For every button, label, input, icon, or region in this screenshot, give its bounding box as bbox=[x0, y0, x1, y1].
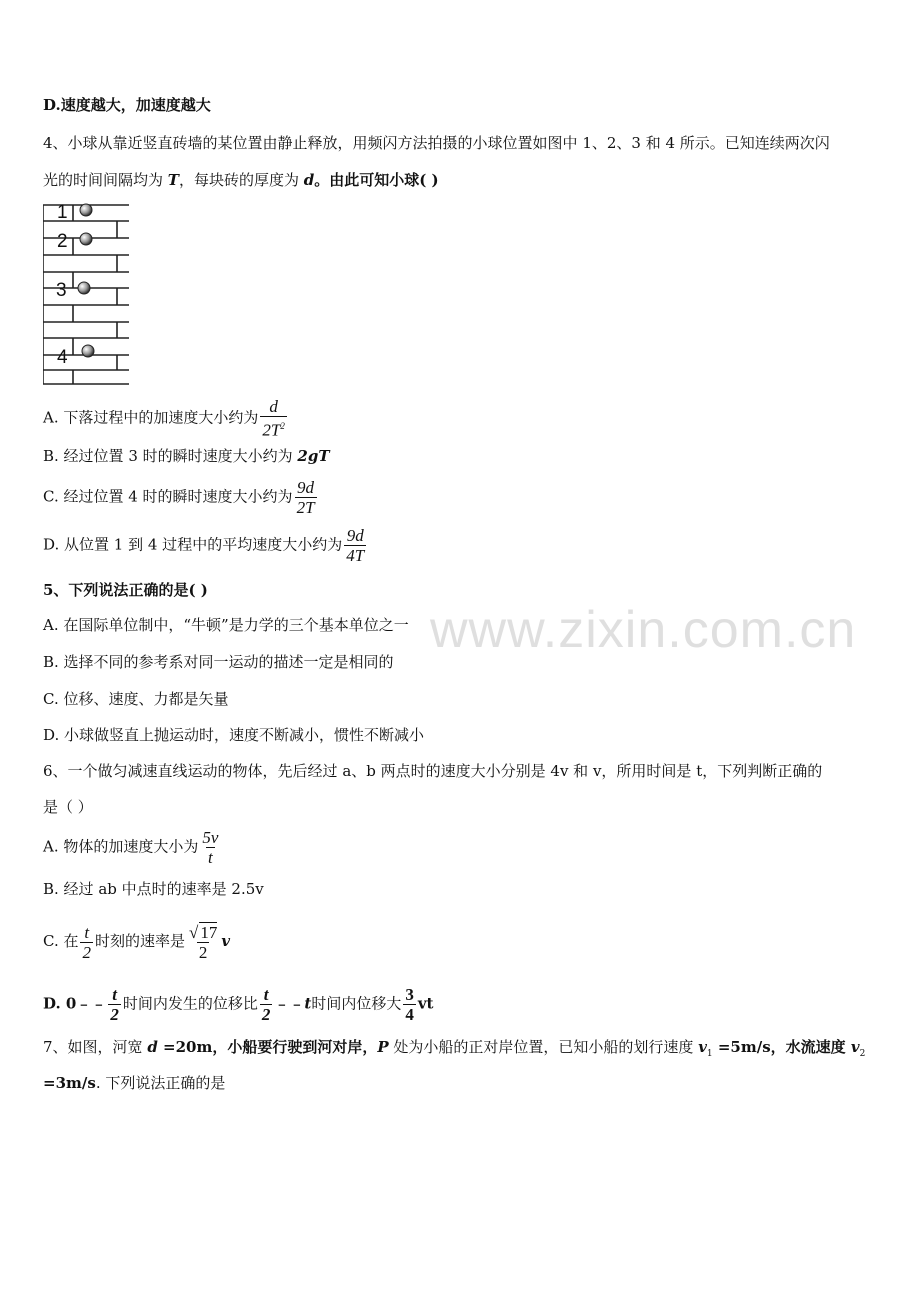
q6-stem-line2: 是（ ） bbox=[43, 798, 93, 816]
ball-position-1 bbox=[80, 204, 92, 216]
q4-option-c: C. 经过位置 4 时的瞬时速度大小约为 $\frac{9d}{2T}$ bbox=[43, 478, 315, 517]
q7-stem-line1: 7、如图，河宽 d =20m，小船要行驶到河对岸，P 处为小船的正对岸位置，已知小船的划行速度 $v_1 =5m/s$，水流速度 $v_2$ bbox=[43, 1038, 866, 1059]
q5-option-a: A. 在国际单位制中，“牛顿”是力学的三个基本单位之一 bbox=[43, 616, 409, 634]
fraction-9d-over-2t: $\frac{9d}{2T}$ bbox=[296, 478, 315, 517]
fraction-sqrt17-over-2: $\frac{√ 17}{2}$ bbox=[189, 923, 218, 962]
q5-option-d: D. 小球做竖直上抛运动时，速度不断减小，惯性不断减小 bbox=[43, 726, 425, 744]
q3-option-d: D.速度越大，加速度越大 bbox=[43, 96, 211, 114]
figure-label-4: 4 bbox=[57, 347, 68, 368]
q4-option-d: D. 从位置 1 到 4 过程中的平均速度大小约为 $\frac{9d}{4T}$ bbox=[43, 526, 365, 565]
ball-markers bbox=[78, 204, 94, 357]
q6-option-b: B. 经过 ab 中点时的速率是 2.5v bbox=[43, 880, 264, 898]
fraction-t-over-2-second: $\frac{t}{2}$ bbox=[261, 985, 271, 1024]
fraction-5v-over-t: $\frac{5v}{t}$ bbox=[202, 828, 219, 867]
q4-option-b: B. 经过位置 3 时的瞬时速度大小约为 2gT bbox=[43, 447, 330, 465]
ball-position-2 bbox=[80, 233, 92, 245]
figure-label-3: 3 bbox=[56, 280, 67, 301]
q5-stem: 5、下列说法正确的是( ) bbox=[43, 581, 208, 599]
watermark: www.zixin.com.cn bbox=[430, 601, 857, 659]
q4-stem-line2: 光的时间间隔均为 T，每块砖的厚度为 d。由此可知小球( ) bbox=[43, 171, 439, 189]
q5-option-b: B. 选择不同的参考系对同一运动的描述一定是相同的 bbox=[43, 653, 394, 671]
brick-wall-figure bbox=[43, 200, 129, 386]
fraction-9d-over-4t: $\frac{9d}{4T}$ bbox=[346, 526, 365, 565]
q7-stem-line2: =3m/s. 下列说法正确的是 bbox=[43, 1074, 226, 1092]
fraction-3-over-4: $\frac{3}{4}$ bbox=[405, 985, 414, 1024]
fraction-t-over-2-first: $\frac{t}{2}$ bbox=[110, 985, 119, 1024]
q4-stem-line1: 4、小球从靠近竖直砖墙的某位置由静止释放，用频闪方法拍摄的小球位置如图中 1、2、3 和 4 所示。已知连续两次闪 bbox=[43, 134, 830, 152]
ball-position-3 bbox=[78, 282, 90, 294]
fraction-t-over-2: $\frac{t}{2}$ bbox=[82, 922, 91, 962]
ball-position-4 bbox=[82, 345, 94, 357]
q6-stem-line1: 6、一个做匀减速直线运动的物体，先后经过 a、b 两点时的速度大小分别是 4v 和 v，所用时间是 t，下列判断正确的 bbox=[43, 762, 823, 780]
q6-option-c: C. 在 $\frac{t}{2}$ 时刻的速率是 $\frac{√ 17}{2}$ v bbox=[43, 922, 231, 962]
q6-option-a: A. 物体的加速度大小为 $\frac{5v}{t}$ bbox=[43, 828, 219, 867]
q4-option-a: A. 下落过程中的加速度大小约为 $\frac{d}{2T^2}$ bbox=[43, 397, 285, 440]
figure-label-1: 1 bbox=[57, 202, 68, 223]
q5-option-c: C. 位移、速度、力都是矢量 bbox=[43, 690, 229, 708]
figure-label-2: 2 bbox=[57, 231, 68, 252]
fraction-d-over-2t2: $\frac{d}{2T^2}$ bbox=[262, 397, 285, 440]
q6-option-d: D. 0﹣﹣ $\frac{t}{2}$ 时间内发生的位移比 $\frac{t}{2}$ ﹣﹣t时间内位移大 $\frac{3}{4}$ vt bbox=[43, 985, 434, 1024]
